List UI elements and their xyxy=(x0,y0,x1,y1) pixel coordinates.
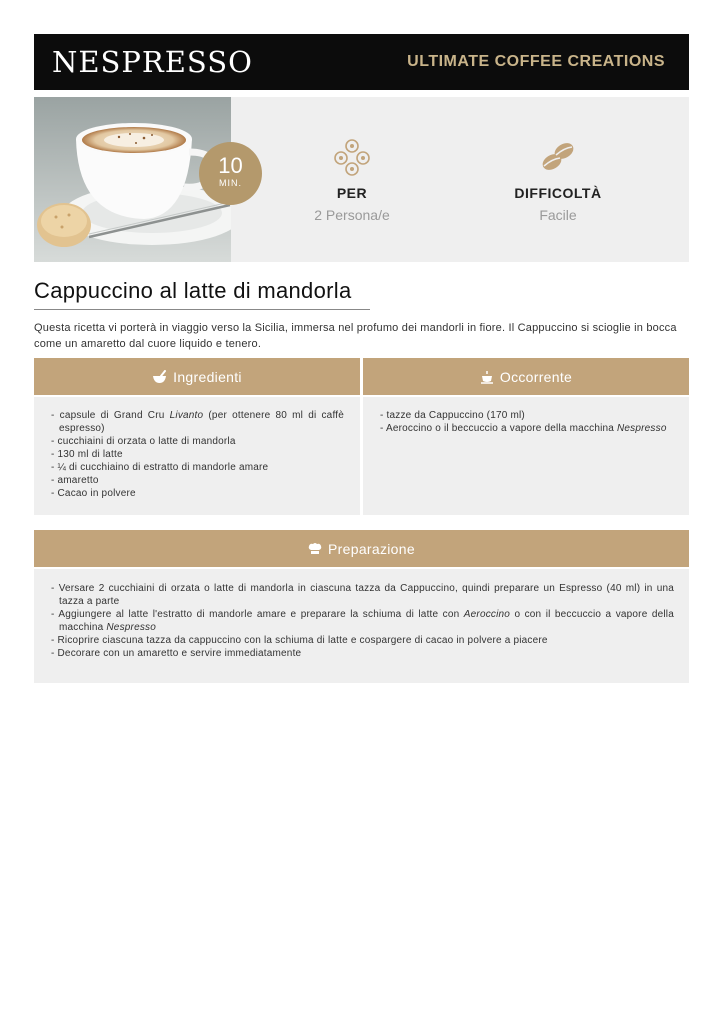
title-divider xyxy=(34,309,370,310)
recipe-intro: Questa ricetta vi porterà in viaggio verso la Sicilia, immersa nel profumo dei mandorli in fiore. Il Cappuccino si scioglie in bocca come un amaretto dal cuore liquido e tenero. xyxy=(34,322,677,350)
equipment-panel xyxy=(363,397,689,515)
equipment-item-text: tazze da Cappuccino (170 ml) xyxy=(386,410,525,421)
cup-icon xyxy=(480,370,494,384)
chef-hat-icon xyxy=(308,542,322,555)
preparation-step xyxy=(51,608,674,634)
mortar-icon xyxy=(152,370,167,384)
ingredient-item xyxy=(51,461,344,474)
coffee-beans-icon xyxy=(478,137,638,177)
preparation-heading: Preparazione xyxy=(328,540,415,557)
ingredients-heading: Ingredienti xyxy=(173,368,242,385)
preparation-panel xyxy=(34,569,689,683)
equipment-list xyxy=(380,409,674,435)
prep-time-badge xyxy=(199,142,262,205)
ingredient-item-text: cucchiaini di orzata o latte di mandorla xyxy=(57,436,236,447)
people-icon xyxy=(272,137,432,177)
recipe-title: Cappuccino al latte di mandorla xyxy=(34,278,352,303)
ingredient-item-text: (per ottenere 80 ml di caffè espresso) xyxy=(59,410,344,434)
ingredient-item xyxy=(51,487,344,500)
servings-info xyxy=(272,137,432,223)
header-tagline: ULTIMATE COFFEE CREATIONS xyxy=(407,53,665,70)
ingredient-item-text: Cacao in polvere xyxy=(57,488,136,499)
preparation-step-text: Ricoprire ciascuna tazza da cappuccino con la schiuma di latte e cospargere di cacao in polvere a piacere xyxy=(57,635,548,646)
preparation-step xyxy=(51,634,674,647)
equipment-header xyxy=(363,358,689,395)
preparation-step-emphasis: Nespresso xyxy=(106,622,156,633)
equipment-item-emphasis: Nespresso xyxy=(617,423,667,434)
ingredient-item xyxy=(51,474,344,487)
servings-label: PER xyxy=(336,185,368,201)
difficulty-info xyxy=(478,137,638,223)
ingredients-list xyxy=(51,409,344,500)
equipment-item xyxy=(380,422,674,435)
prep-time-unit: MIN. xyxy=(219,178,242,188)
preparation-step-text: Versare 2 cucchiaini di orzata o latte di mandorla in ciascuna tazza da Cappuccino, quindi preparare un Espresso (40 ml) in una tazza a parte xyxy=(58,583,674,607)
preparation-step-text: Aggiungere al latte l'estratto di mandorle amare e preparare la schiuma di latte con xyxy=(58,609,464,620)
difficulty-value: Facile xyxy=(539,207,577,223)
ingredients-header xyxy=(34,358,360,395)
equipment-item xyxy=(380,409,674,422)
ingredient-item xyxy=(51,409,344,435)
ingredient-item-text: 130 ml di latte xyxy=(57,449,123,460)
brand-logo: NESPRESSO xyxy=(52,45,253,79)
ingredient-item xyxy=(51,435,344,448)
preparation-step xyxy=(51,582,674,608)
ingredient-item-text: ¼ di cucchiaino di estratto di mandorle amare xyxy=(57,462,269,473)
equipment-heading: Occorrente xyxy=(499,368,573,385)
preparation-step-text: Decorare con un amaretto e servire immediatamente xyxy=(57,648,302,659)
ingredient-item-text: amaretto xyxy=(57,475,99,486)
recipe-hero xyxy=(34,97,689,262)
header-bar xyxy=(34,34,689,90)
preparation-list xyxy=(51,582,674,660)
preparation-step xyxy=(51,647,674,660)
difficulty-label: DIFFICOLTÀ xyxy=(514,185,602,201)
prep-time-value: 10 xyxy=(218,153,243,178)
preparation-step-text: o con il beccuccio a vapore della macchina xyxy=(59,609,674,633)
ingredient-item xyxy=(51,448,344,461)
servings-value: 2 Persona/e xyxy=(314,207,390,223)
ingredient-item-emphasis: Livanto xyxy=(169,410,204,421)
preparation-header xyxy=(34,530,689,567)
ingredient-item-text: capsule di Grand Cru xyxy=(59,410,170,421)
ingredients-panel xyxy=(34,397,360,515)
preparation-step-emphasis: Aeroccino xyxy=(463,609,511,620)
equipment-item-text: Aeroccino o il beccuccio a vapore della macchina xyxy=(385,423,617,434)
